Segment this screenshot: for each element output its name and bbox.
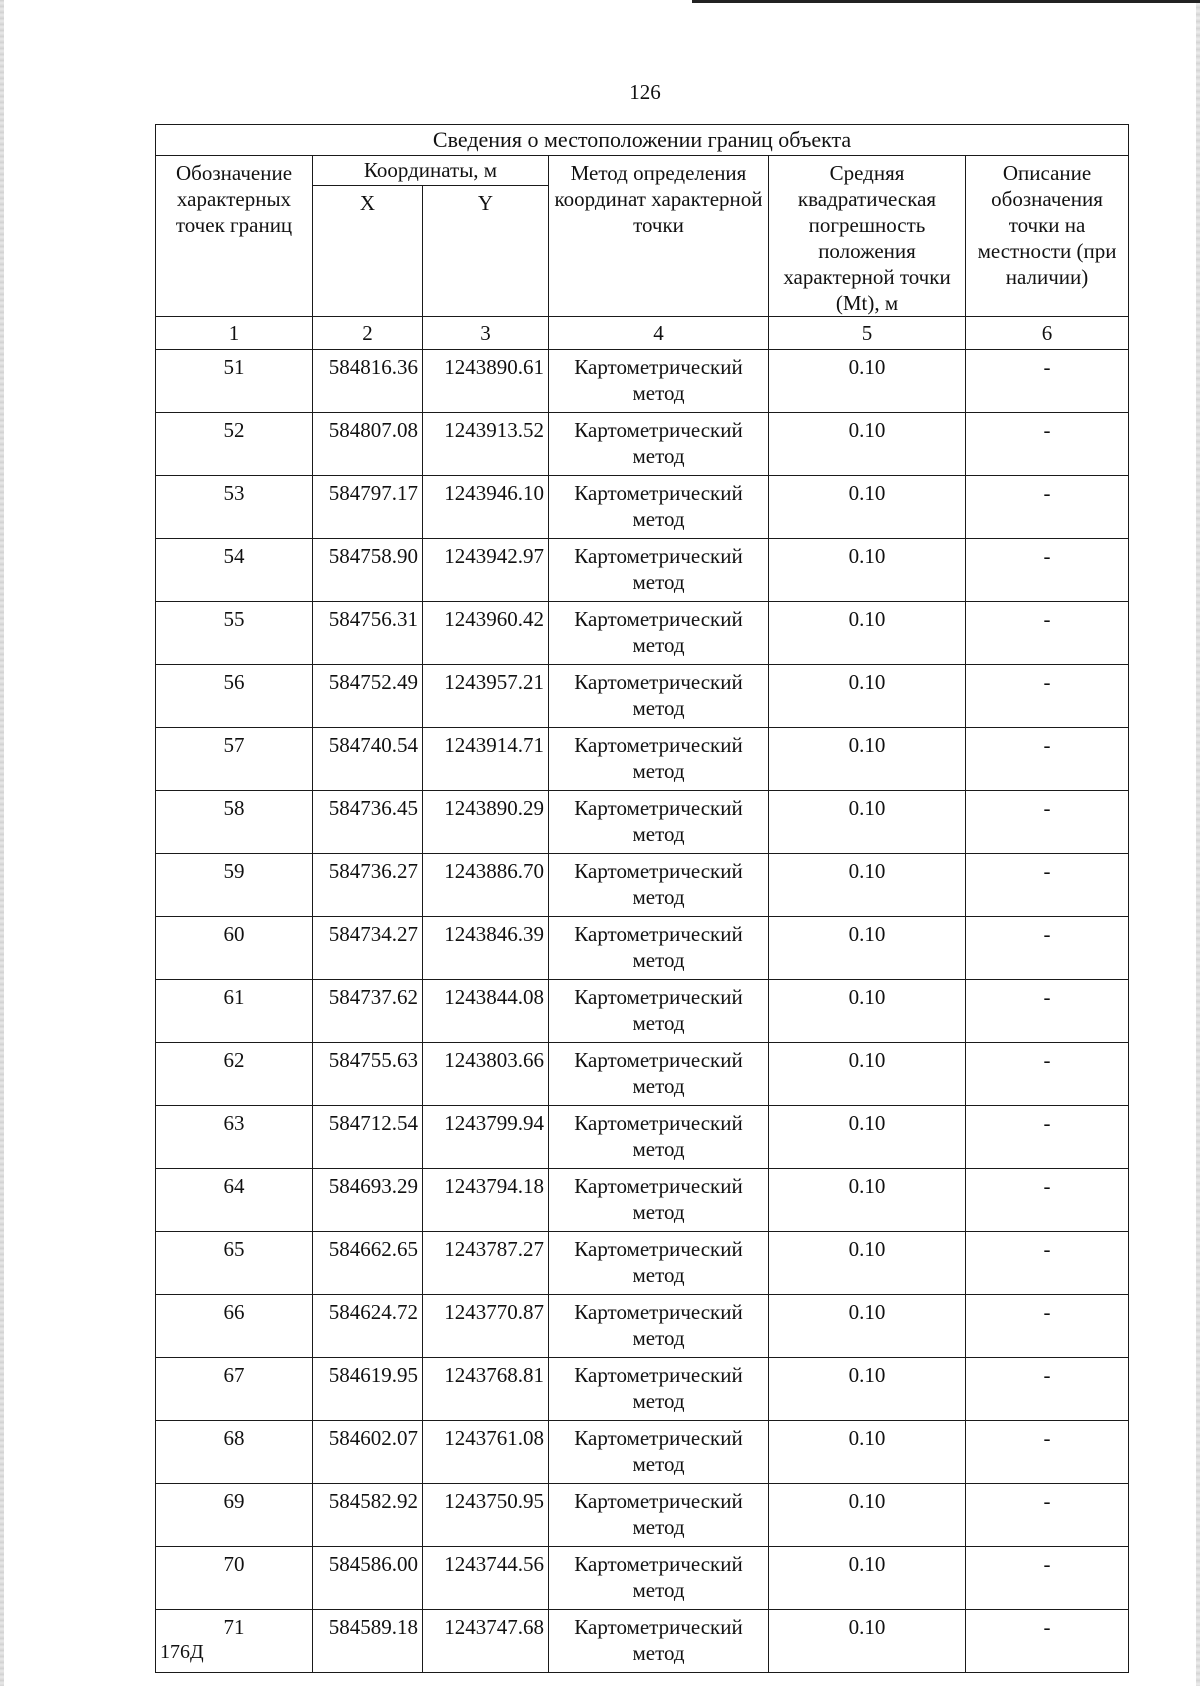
cell-y: 1243913.52: [423, 413, 549, 476]
cell-error: 0.10: [769, 1106, 966, 1169]
table-row: [156, 1421, 1129, 1484]
cell-method: Картометрический метод: [549, 1610, 769, 1673]
column-number: 3: [423, 317, 549, 350]
cell-x: 584602.07: [313, 1421, 423, 1484]
cell-description: -: [966, 539, 1129, 602]
column-number: 1: [156, 317, 313, 350]
header-error: Средняя квадратическая погрешность положения характерной точки (Mt), м: [769, 156, 966, 317]
cell-description: -: [966, 665, 1129, 728]
cell-description: -: [966, 1547, 1129, 1610]
cell-error: 0.10: [769, 476, 966, 539]
cell-point: 61: [156, 980, 313, 1043]
header-x: X: [313, 185, 423, 316]
cell-point: 63: [156, 1106, 313, 1169]
cell-description: -: [966, 1610, 1129, 1673]
cell-method: Картометрический метод: [549, 917, 769, 980]
cell-description: -: [966, 1421, 1129, 1484]
cell-y: 1243770.87: [423, 1295, 549, 1358]
cell-error: 0.10: [769, 1421, 966, 1484]
header-point: Обозначение характерных точек границ: [156, 156, 313, 317]
cell-point: 54: [156, 539, 313, 602]
table-row: [156, 476, 1129, 539]
cell-error: 0.10: [769, 1484, 966, 1547]
column-number: 5: [769, 317, 966, 350]
cell-point: 51: [156, 350, 313, 413]
boundary-points-table: [155, 124, 1129, 1673]
cell-point: 66: [156, 1295, 313, 1358]
cell-x: 584756.31: [313, 602, 423, 665]
cell-error: 0.10: [769, 1043, 966, 1106]
cell-error: 0.10: [769, 854, 966, 917]
cell-y: 1243890.61: [423, 350, 549, 413]
cell-y: 1243761.08: [423, 1421, 549, 1484]
table-row: [156, 1547, 1129, 1610]
cell-y: 1243886.70: [423, 854, 549, 917]
cell-method: Картометрический метод: [549, 1421, 769, 1484]
boundary-table-container: [155, 124, 1128, 1673]
cell-description: -: [966, 1232, 1129, 1295]
cell-error: 0.10: [769, 728, 966, 791]
table-row: [156, 980, 1129, 1043]
cell-description: -: [966, 1358, 1129, 1421]
cell-point: 62: [156, 1043, 313, 1106]
cell-method: Картометрический метод: [549, 539, 769, 602]
cell-description: -: [966, 854, 1129, 917]
cell-y: 1243750.95: [423, 1484, 549, 1547]
table-row: [156, 1232, 1129, 1295]
cell-y: 1243914.71: [423, 728, 549, 791]
table-row: [156, 350, 1129, 413]
table-row: [156, 791, 1129, 854]
cell-x: 584586.00: [313, 1547, 423, 1610]
cell-y: 1243890.29: [423, 791, 549, 854]
column-number: 4: [549, 317, 769, 350]
cell-error: 0.10: [769, 350, 966, 413]
table-row: [156, 665, 1129, 728]
cell-method: Картометрический метод: [549, 1169, 769, 1232]
cell-description: -: [966, 1106, 1129, 1169]
cell-point: 71: [156, 1610, 313, 1673]
cell-description: -: [966, 1169, 1129, 1232]
cell-x: 584736.27: [313, 854, 423, 917]
cell-x: 584734.27: [313, 917, 423, 980]
cell-x: 584737.62: [313, 980, 423, 1043]
cell-error: 0.10: [769, 1295, 966, 1358]
cell-y: 1243946.10: [423, 476, 549, 539]
cell-point: 53: [156, 476, 313, 539]
column-number: 6: [966, 317, 1129, 350]
table-row: [156, 917, 1129, 980]
cell-x: 584807.08: [313, 413, 423, 476]
cell-x: 584758.90: [313, 539, 423, 602]
cell-point: 58: [156, 791, 313, 854]
cell-method: Картометрический метод: [549, 1295, 769, 1358]
header-method: Метод определения координат характерной точки: [549, 156, 769, 317]
cell-point: 60: [156, 917, 313, 980]
cell-point: 68: [156, 1421, 313, 1484]
cell-description: -: [966, 980, 1129, 1043]
cell-x: 584589.18: [313, 1610, 423, 1673]
table-title: Сведения о местоположении границ объекта: [156, 125, 1129, 156]
table-row: [156, 1106, 1129, 1169]
cell-point: 59: [156, 854, 313, 917]
cell-point: 56: [156, 665, 313, 728]
cell-x: 584662.65: [313, 1232, 423, 1295]
cell-point: 55: [156, 602, 313, 665]
cell-point: 64: [156, 1169, 313, 1232]
cell-description: -: [966, 602, 1129, 665]
cell-method: Картометрический метод: [549, 728, 769, 791]
cell-error: 0.10: [769, 917, 966, 980]
cell-method: Картометрический метод: [549, 791, 769, 854]
cell-description: -: [966, 350, 1129, 413]
cell-method: Картометрический метод: [549, 1358, 769, 1421]
cell-error: 0.10: [769, 1169, 966, 1232]
cell-error: 0.10: [769, 665, 966, 728]
cell-x: 584619.95: [313, 1358, 423, 1421]
cell-error: 0.10: [769, 980, 966, 1043]
cell-method: Картометрический метод: [549, 413, 769, 476]
column-number: 2: [313, 317, 423, 350]
scan-edge-right: [1196, 0, 1200, 1686]
cell-y: 1243942.97: [423, 539, 549, 602]
cell-method: Картометрический метод: [549, 350, 769, 413]
cell-x: 584816.36: [313, 350, 423, 413]
cell-method: Картометрический метод: [549, 476, 769, 539]
cell-method: Картометрический метод: [549, 980, 769, 1043]
cell-point: 57: [156, 728, 313, 791]
table-row: [156, 1295, 1129, 1358]
header-description: Описание обозначения точки на местности (при наличии): [966, 156, 1129, 317]
table-row: [156, 1043, 1129, 1106]
cell-error: 0.10: [769, 1358, 966, 1421]
scan-edge-left: [0, 0, 4, 1686]
cell-x: 584582.92: [313, 1484, 423, 1547]
cell-y: 1243844.08: [423, 980, 549, 1043]
cell-description: -: [966, 1295, 1129, 1358]
header-coordinates: Координаты, м: [313, 156, 549, 186]
cell-description: -: [966, 476, 1129, 539]
cell-point: 70: [156, 1547, 313, 1610]
cell-error: 0.10: [769, 539, 966, 602]
cell-x: 584624.72: [313, 1295, 423, 1358]
cell-error: 0.10: [769, 1547, 966, 1610]
table-row: [156, 1484, 1129, 1547]
table-row: [156, 728, 1129, 791]
cell-error: 0.10: [769, 1232, 966, 1295]
cell-description: -: [966, 917, 1129, 980]
cell-description: -: [966, 728, 1129, 791]
table-row: [156, 413, 1129, 476]
cell-y: 1243957.21: [423, 665, 549, 728]
cell-y: 1243787.27: [423, 1232, 549, 1295]
cell-x: 584752.49: [313, 665, 423, 728]
page-number: 126: [629, 80, 661, 104]
cell-method: Картометрический метод: [549, 854, 769, 917]
cell-description: -: [966, 791, 1129, 854]
table-row: [156, 1358, 1129, 1421]
cell-error: 0.10: [769, 413, 966, 476]
cell-point: 67: [156, 1358, 313, 1421]
cell-point: 52: [156, 413, 313, 476]
cell-description: -: [966, 1484, 1129, 1547]
cell-method: Картометрический метод: [549, 1043, 769, 1106]
cell-point: 65: [156, 1232, 313, 1295]
cell-y: 1243744.56: [423, 1547, 549, 1610]
cell-y: 1243794.18: [423, 1169, 549, 1232]
cell-error: 0.10: [769, 1610, 966, 1673]
cell-method: Картометрический метод: [549, 1232, 769, 1295]
cell-x: 584797.17: [313, 476, 423, 539]
cell-y: 1243799.94: [423, 1106, 549, 1169]
cell-y: 1243803.66: [423, 1043, 549, 1106]
cell-y: 1243747.68: [423, 1610, 549, 1673]
header-y: Y: [423, 185, 549, 316]
table-row: [156, 1610, 1129, 1673]
cell-method: Картометрический метод: [549, 1106, 769, 1169]
cell-x: 584693.29: [313, 1169, 423, 1232]
cell-method: Картометрический метод: [549, 1484, 769, 1547]
cell-error: 0.10: [769, 602, 966, 665]
table-row: [156, 602, 1129, 665]
table-row: [156, 1169, 1129, 1232]
cell-y: 1243846.39: [423, 917, 549, 980]
cell-x: 584740.54: [313, 728, 423, 791]
footer-code: 176Д: [160, 1641, 204, 1663]
cell-y: 1243768.81: [423, 1358, 549, 1421]
cell-x: 584712.54: [313, 1106, 423, 1169]
cell-description: -: [966, 413, 1129, 476]
cell-x: 584755.63: [313, 1043, 423, 1106]
cell-method: Картометрический метод: [549, 602, 769, 665]
cell-point: 69: [156, 1484, 313, 1547]
scan-top-bar: [692, 0, 1200, 3]
column-number-row: [156, 317, 1129, 350]
table-body: [156, 350, 1129, 1673]
cell-x: 584736.45: [313, 791, 423, 854]
cell-method: Картометрический метод: [549, 1547, 769, 1610]
cell-error: 0.10: [769, 791, 966, 854]
cell-y: 1243960.42: [423, 602, 549, 665]
table-row: [156, 854, 1129, 917]
cell-description: -: [966, 1043, 1129, 1106]
cell-method: Картометрический метод: [549, 665, 769, 728]
table-row: [156, 539, 1129, 602]
